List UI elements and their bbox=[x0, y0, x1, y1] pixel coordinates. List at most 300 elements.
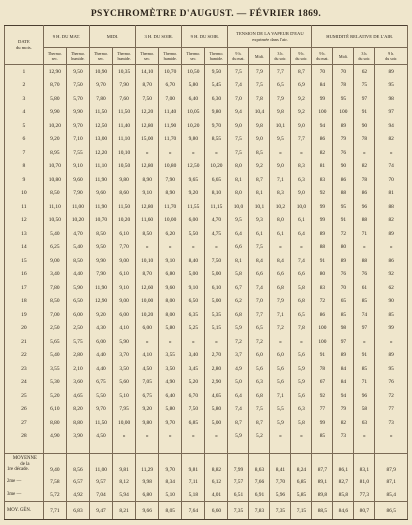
value-cell: » bbox=[291, 335, 312, 349]
value-cell: 12,50 bbox=[182, 160, 205, 174]
value-cell: 10,10 bbox=[113, 146, 136, 160]
value-cell: » bbox=[205, 241, 228, 255]
header-group-1: 9 H. DU MAT. bbox=[43, 26, 89, 48]
value-cell: 10,50 bbox=[113, 160, 136, 174]
value-cell: » bbox=[136, 241, 159, 255]
value-cell: 6,35 bbox=[182, 308, 205, 322]
mean-value: 7,70 bbox=[270, 475, 291, 488]
value-cell: 8,1 bbox=[228, 254, 249, 268]
value-cell: 63 bbox=[354, 416, 375, 430]
value-cell: 5,6 bbox=[270, 362, 291, 376]
value-cell: 86 bbox=[312, 308, 333, 322]
value-cell: 5,20 bbox=[182, 376, 205, 390]
mean-value: 9,40 bbox=[43, 454, 66, 476]
value-cell: 8,00 bbox=[159, 295, 182, 309]
value-cell: 72 bbox=[333, 227, 354, 241]
day-cell: 9 bbox=[5, 173, 44, 187]
value-cell: 95 bbox=[333, 92, 354, 106]
general-mean-value: 9,66 bbox=[136, 502, 159, 520]
value-cell: 12,90 bbox=[43, 65, 66, 79]
value-cell: 10,10 bbox=[136, 254, 159, 268]
mean-value: 87,9 bbox=[375, 454, 408, 476]
value-cell: 92 bbox=[375, 268, 408, 282]
value-cell: 4,40 bbox=[66, 268, 89, 282]
value-cell: 10,00 bbox=[159, 214, 182, 228]
value-cell: 6,4 bbox=[291, 227, 312, 241]
mean-value: 9,57 bbox=[89, 475, 112, 488]
value-cell: 78 bbox=[333, 79, 354, 93]
value-cell: 86 bbox=[312, 133, 333, 147]
table-row bbox=[5, 416, 408, 430]
mean-value: 7,99 bbox=[228, 454, 249, 476]
spacer-cell bbox=[354, 443, 375, 454]
mean-value: 7,57 bbox=[228, 475, 249, 488]
mean-value: 87,7 bbox=[312, 454, 333, 476]
value-cell: 11,50 bbox=[113, 106, 136, 120]
value-cell: 9,0 bbox=[291, 119, 312, 133]
value-cell: 6,10 bbox=[113, 227, 136, 241]
value-cell: 6,1 bbox=[270, 227, 291, 241]
value-cell: 9,8 bbox=[270, 106, 291, 120]
value-cell: » bbox=[113, 430, 136, 444]
mean-label bbox=[5, 488, 44, 502]
value-cell: 7,5 bbox=[249, 241, 270, 255]
value-cell: 7,4 bbox=[291, 254, 312, 268]
value-cell: 7,1 bbox=[270, 389, 291, 403]
value-cell: 3,40 bbox=[43, 268, 66, 282]
value-cell: 9,00 bbox=[43, 254, 66, 268]
value-cell: 8,40 bbox=[182, 254, 205, 268]
general-mean-row bbox=[5, 502, 408, 520]
value-cell: 8,7 bbox=[228, 416, 249, 430]
value-cell: 7,80 bbox=[43, 281, 66, 295]
value-cell: 6,8 bbox=[270, 281, 291, 295]
value-cell: 99 bbox=[312, 416, 333, 430]
value-cell: 5,50 bbox=[89, 389, 112, 403]
value-cell: 6,0 bbox=[270, 349, 291, 363]
table-row bbox=[5, 133, 408, 147]
value-cell: 3,45 bbox=[182, 362, 205, 376]
value-cell: 86 bbox=[375, 254, 408, 268]
value-cell: 9,10 bbox=[182, 281, 205, 295]
mean-period: 1re décade. bbox=[7, 467, 29, 473]
value-cell: 10,00 bbox=[136, 295, 159, 309]
value-cell: 5,40 bbox=[43, 349, 66, 363]
general-mean-value: 6,60 bbox=[205, 502, 228, 520]
value-cell: 5,00 bbox=[205, 295, 228, 309]
mean-label bbox=[5, 454, 44, 476]
value-cell: 7,4 bbox=[228, 79, 249, 93]
value-cell: 5,6 bbox=[270, 376, 291, 390]
value-cell: 12,20 bbox=[89, 146, 112, 160]
value-cell: 62 bbox=[354, 65, 375, 79]
value-cell: 90 bbox=[333, 160, 354, 174]
spacer-cell bbox=[136, 443, 159, 454]
value-cell: 4,70 bbox=[205, 214, 228, 228]
value-cell: 9,80 bbox=[182, 133, 205, 147]
value-cell: 4,70 bbox=[66, 227, 89, 241]
value-cell: 9,80 bbox=[136, 416, 159, 430]
value-cell: 90 bbox=[354, 119, 375, 133]
value-cell: 81 bbox=[312, 160, 333, 174]
value-cell: 10,4 bbox=[249, 106, 270, 120]
value-cell: 7,5 bbox=[249, 403, 270, 417]
value-cell: 6,65 bbox=[205, 173, 228, 187]
spacer-cell bbox=[333, 443, 354, 454]
day-cell: 23 bbox=[5, 362, 44, 376]
value-cell: » bbox=[354, 430, 375, 444]
value-cell: 8,0 bbox=[228, 160, 249, 174]
value-cell: 11,90 bbox=[89, 200, 112, 214]
value-cell: 4,65 bbox=[205, 389, 228, 403]
value-cell: 8,7 bbox=[249, 416, 270, 430]
mean-value: 82,7 bbox=[333, 475, 354, 488]
value-cell: 8,0 bbox=[270, 214, 291, 228]
value-cell: 5,2 bbox=[249, 430, 270, 444]
value-cell: 7,05 bbox=[136, 376, 159, 390]
value-cell: 6,20 bbox=[159, 227, 182, 241]
value-cell: 9,20 bbox=[89, 308, 112, 322]
header-sub-16: 9 h. du soir. bbox=[375, 48, 408, 65]
day-cell: 21 bbox=[5, 335, 44, 349]
value-cell: 6,8 bbox=[228, 308, 249, 322]
value-cell: 8,4 bbox=[270, 254, 291, 268]
mean-value: 83,1 bbox=[354, 454, 375, 476]
day-cell: 5 bbox=[5, 119, 44, 133]
value-cell: 2,70 bbox=[205, 349, 228, 363]
general-mean-value: 88,5 bbox=[312, 502, 333, 520]
value-cell: 8,0 bbox=[228, 187, 249, 201]
value-cell: » bbox=[354, 146, 375, 160]
value-cell: 7,2 bbox=[249, 335, 270, 349]
value-cell: 5,9 bbox=[291, 362, 312, 376]
value-cell: » bbox=[354, 335, 375, 349]
value-cell: 100 bbox=[312, 322, 333, 336]
value-cell: 3,7 bbox=[228, 349, 249, 363]
value-cell: 99 bbox=[312, 214, 333, 228]
value-cell: 6,70 bbox=[159, 79, 182, 93]
value-cell: 6,3 bbox=[291, 173, 312, 187]
table-row bbox=[5, 295, 408, 309]
table-row bbox=[5, 308, 408, 322]
value-cell: 10,1 bbox=[249, 200, 270, 214]
value-cell: 8,1 bbox=[249, 187, 270, 201]
value-cell: 9,10 bbox=[159, 254, 182, 268]
value-cell: 76 bbox=[333, 146, 354, 160]
value-cell: 82 bbox=[312, 146, 333, 160]
value-cell: 6,6 bbox=[270, 268, 291, 282]
value-cell: 11,40 bbox=[113, 119, 136, 133]
value-cell: 12,80 bbox=[136, 160, 159, 174]
value-cell: » bbox=[205, 335, 228, 349]
value-cell: 89 bbox=[312, 227, 333, 241]
header-sub-2: Thermo. humide. bbox=[66, 48, 89, 65]
value-cell: » bbox=[375, 146, 408, 160]
value-cell: 10,50 bbox=[43, 214, 66, 228]
value-cell: 11,10 bbox=[113, 133, 136, 147]
value-cell: 4,30 bbox=[89, 322, 112, 336]
value-cell: 5,8 bbox=[291, 416, 312, 430]
value-cell: 9,00 bbox=[113, 254, 136, 268]
value-cell: 11,15 bbox=[205, 200, 228, 214]
value-cell: 71 bbox=[354, 376, 375, 390]
mean-value: 8,82 bbox=[205, 454, 228, 476]
header-sub-15: 3 h. du soir. bbox=[354, 48, 375, 65]
value-cell: 6,30 bbox=[205, 92, 228, 106]
value-cell: 77 bbox=[312, 403, 333, 417]
header-sub-10: Midi. bbox=[249, 48, 270, 65]
value-cell: 78 bbox=[312, 362, 333, 376]
value-cell: 8,5 bbox=[249, 146, 270, 160]
value-cell: 8,80 bbox=[43, 416, 66, 430]
value-cell: 5,00 bbox=[205, 416, 228, 430]
value-cell: 9,80 bbox=[205, 106, 228, 120]
value-cell: 6,6 bbox=[228, 241, 249, 255]
value-cell: 5,0 bbox=[228, 376, 249, 390]
value-cell: 88 bbox=[354, 214, 375, 228]
value-cell: 11,70 bbox=[159, 133, 182, 147]
value-cell: 7,00 bbox=[159, 92, 182, 106]
value-cell: 9,50 bbox=[205, 65, 228, 79]
value-cell: 9,80 bbox=[113, 173, 136, 187]
value-cell: 89 bbox=[333, 254, 354, 268]
mean-value: 9,70 bbox=[159, 454, 182, 476]
value-cell: 10,20 bbox=[43, 119, 66, 133]
day-cell: 1 bbox=[5, 65, 44, 79]
day-cell: 26 bbox=[5, 403, 44, 417]
table-row bbox=[5, 268, 408, 282]
value-cell: 6,1 bbox=[249, 227, 270, 241]
header-sub-14: Midi. bbox=[333, 48, 354, 65]
table-row bbox=[5, 187, 408, 201]
value-cell: 9,2 bbox=[291, 106, 312, 120]
value-cell: 5,75 bbox=[66, 335, 89, 349]
day-cell: 27 bbox=[5, 416, 44, 430]
value-cell: 6,40 bbox=[182, 92, 205, 106]
mean-value: 8,63 bbox=[249, 454, 270, 476]
value-cell: 89 bbox=[333, 119, 354, 133]
value-cell: 5,70 bbox=[66, 92, 89, 106]
value-cell: 5,30 bbox=[43, 376, 66, 390]
value-cell: 6,8 bbox=[291, 295, 312, 309]
general-mean-value: 7,83 bbox=[249, 502, 270, 520]
mean-value: 11,29 bbox=[136, 454, 159, 476]
value-cell: 11,10 bbox=[43, 200, 66, 214]
value-cell: 6,9 bbox=[291, 79, 312, 93]
value-cell: » bbox=[159, 335, 182, 349]
value-cell: 80 bbox=[312, 268, 333, 282]
value-cell: » bbox=[205, 430, 228, 444]
mean-value: 5,72 bbox=[43, 488, 66, 502]
value-cell: 7,90 bbox=[66, 187, 89, 201]
value-cell: 8,95 bbox=[43, 146, 66, 160]
value-cell: » bbox=[375, 335, 408, 349]
value-cell: 3,55 bbox=[43, 362, 66, 376]
value-cell: 7,60 bbox=[113, 92, 136, 106]
value-cell: 9,5 bbox=[228, 214, 249, 228]
value-cell: » bbox=[136, 430, 159, 444]
value-cell: 4,40 bbox=[89, 362, 112, 376]
value-cell: 9,70 bbox=[205, 119, 228, 133]
value-cell: 11,55 bbox=[182, 200, 205, 214]
value-cell: 79 bbox=[333, 403, 354, 417]
table-row bbox=[5, 403, 408, 417]
value-cell: 95 bbox=[333, 200, 354, 214]
value-cell: 84 bbox=[333, 376, 354, 390]
spacer-cell bbox=[291, 443, 312, 454]
spacer-cell bbox=[312, 443, 333, 454]
value-cell: 7,5 bbox=[249, 79, 270, 93]
value-cell: 10,90 bbox=[89, 65, 112, 79]
value-cell: 8,20 bbox=[66, 403, 89, 417]
value-cell: » bbox=[182, 241, 205, 255]
day-cell: 25 bbox=[5, 389, 44, 403]
value-cell: 6,3 bbox=[249, 376, 270, 390]
value-cell: 6,50 bbox=[66, 295, 89, 309]
value-cell: 3,50 bbox=[113, 362, 136, 376]
spacer-cell bbox=[182, 443, 205, 454]
header-group-3: 3 H. DU SOIR. bbox=[136, 26, 182, 48]
value-cell: 12,80 bbox=[136, 119, 159, 133]
header-sub-9: 9 h. du mat. bbox=[228, 48, 249, 65]
value-cell: 5,60 bbox=[113, 376, 136, 390]
value-cell: 7,90 bbox=[89, 268, 112, 282]
value-cell: 6,00 bbox=[89, 335, 112, 349]
table-row bbox=[5, 241, 408, 255]
value-cell: 11,50 bbox=[113, 200, 136, 214]
value-cell: 7,9 bbox=[270, 295, 291, 309]
value-cell: 100 bbox=[312, 106, 333, 120]
value-cell: 5,6 bbox=[291, 389, 312, 403]
value-cell: 91 bbox=[333, 214, 354, 228]
value-cell: 9,0 bbox=[249, 133, 270, 147]
mean-value: 7,04 bbox=[89, 488, 112, 502]
value-cell: 6,5 bbox=[291, 308, 312, 322]
value-cell: 4,50 bbox=[136, 362, 159, 376]
value-cell: 3,60 bbox=[66, 376, 89, 390]
value-cell: 7,50 bbox=[136, 92, 159, 106]
value-cell: 78 bbox=[354, 173, 375, 187]
value-cell: 10,20 bbox=[136, 308, 159, 322]
table-row bbox=[5, 65, 408, 79]
value-cell: » bbox=[270, 146, 291, 160]
mean-label bbox=[5, 475, 44, 488]
header-sub-6: Thermo. humide. bbox=[159, 48, 182, 65]
value-cell: 5,35 bbox=[205, 308, 228, 322]
general-mean-value: 8,05 bbox=[159, 502, 182, 520]
value-cell: 76 bbox=[375, 376, 408, 390]
value-cell: 73 bbox=[375, 416, 408, 430]
value-cell: 3,90 bbox=[66, 430, 89, 444]
value-cell: 12,60 bbox=[136, 281, 159, 295]
value-cell: 6,50 bbox=[182, 295, 205, 309]
value-cell: 91 bbox=[312, 349, 333, 363]
day-cell: 19 bbox=[5, 308, 44, 322]
table-row bbox=[5, 254, 408, 268]
general-mean-value: 7,35 bbox=[270, 502, 291, 520]
value-cell: 11,50 bbox=[89, 106, 112, 120]
value-cell: 7,0 bbox=[228, 92, 249, 106]
mean-value: 85,4 bbox=[375, 488, 408, 502]
value-cell: 79 bbox=[333, 133, 354, 147]
spacer-cell bbox=[89, 443, 112, 454]
value-cell: 99 bbox=[375, 322, 408, 336]
spacer-cell bbox=[66, 443, 89, 454]
day-cell: 2 bbox=[5, 79, 44, 93]
table-row bbox=[5, 106, 408, 120]
mean-value: 4,92 bbox=[66, 488, 89, 502]
value-cell: 81 bbox=[375, 187, 408, 201]
value-cell: 7,4 bbox=[249, 281, 270, 295]
value-cell: 9,20 bbox=[182, 187, 205, 201]
mean-value: 5,96 bbox=[270, 488, 291, 502]
spacer-cell bbox=[249, 443, 270, 454]
value-cell: 85 bbox=[354, 362, 375, 376]
value-cell: 6,1 bbox=[291, 214, 312, 228]
value-cell: 10,80 bbox=[43, 173, 66, 187]
general-mean-value: 86,5 bbox=[375, 502, 408, 520]
header-sub-1: Thermo. sec. bbox=[43, 48, 66, 65]
day-cell: 8 bbox=[5, 160, 44, 174]
value-cell: 12,80 bbox=[136, 200, 159, 214]
header-group-4: 9 H. DU SOIR. bbox=[182, 26, 228, 48]
value-cell: 5,00 bbox=[205, 268, 228, 282]
value-cell: 6,80 bbox=[159, 268, 182, 282]
value-cell: 5,6 bbox=[249, 362, 270, 376]
value-cell: 99 bbox=[312, 92, 333, 106]
value-cell: 5,9 bbox=[291, 376, 312, 390]
value-cell: 9,2 bbox=[291, 92, 312, 106]
value-cell: » bbox=[182, 146, 205, 160]
value-cell: 85 bbox=[354, 295, 375, 309]
value-cell: 88 bbox=[312, 241, 333, 255]
value-cell: 11,60 bbox=[136, 214, 159, 228]
value-cell: 89 bbox=[375, 227, 408, 241]
table-row bbox=[5, 335, 408, 349]
value-cell: 88 bbox=[375, 200, 408, 214]
value-cell: 6,3 bbox=[291, 403, 312, 417]
value-cell: 6,6 bbox=[291, 268, 312, 282]
value-cell: 5,9 bbox=[228, 430, 249, 444]
value-cell: 6,00 bbox=[136, 322, 159, 336]
spacer-cell bbox=[205, 443, 228, 454]
table-row bbox=[5, 389, 408, 403]
table-row bbox=[5, 119, 408, 133]
value-cell: 2,50 bbox=[43, 322, 66, 336]
value-cell: 11,90 bbox=[89, 173, 112, 187]
general-mean-value: 84,6 bbox=[333, 502, 354, 520]
value-cell: 5,40 bbox=[66, 241, 89, 255]
value-cell: 72 bbox=[375, 389, 408, 403]
value-cell: 14,10 bbox=[136, 65, 159, 79]
value-cell: » bbox=[159, 430, 182, 444]
value-cell: 8,70 bbox=[136, 79, 159, 93]
day-cell: 22 bbox=[5, 349, 44, 363]
value-cell: 5,25 bbox=[182, 322, 205, 336]
general-mean-value: 7,71 bbox=[43, 502, 66, 520]
value-cell: 92 bbox=[312, 389, 333, 403]
mean-value: 89,1 bbox=[312, 475, 333, 488]
mean-value: 9,81 bbox=[113, 454, 136, 476]
value-cell: 4,9 bbox=[228, 362, 249, 376]
mean-value: 81,0 bbox=[354, 475, 375, 488]
value-cell: 10,1 bbox=[270, 119, 291, 133]
general-mean-value: 80,7 bbox=[354, 502, 375, 520]
mean-period: 2me — bbox=[7, 478, 22, 484]
value-cell: 95 bbox=[375, 362, 408, 376]
header-sub-5: Thermo. sec. bbox=[136, 48, 159, 65]
value-cell: 9,4 bbox=[228, 106, 249, 120]
